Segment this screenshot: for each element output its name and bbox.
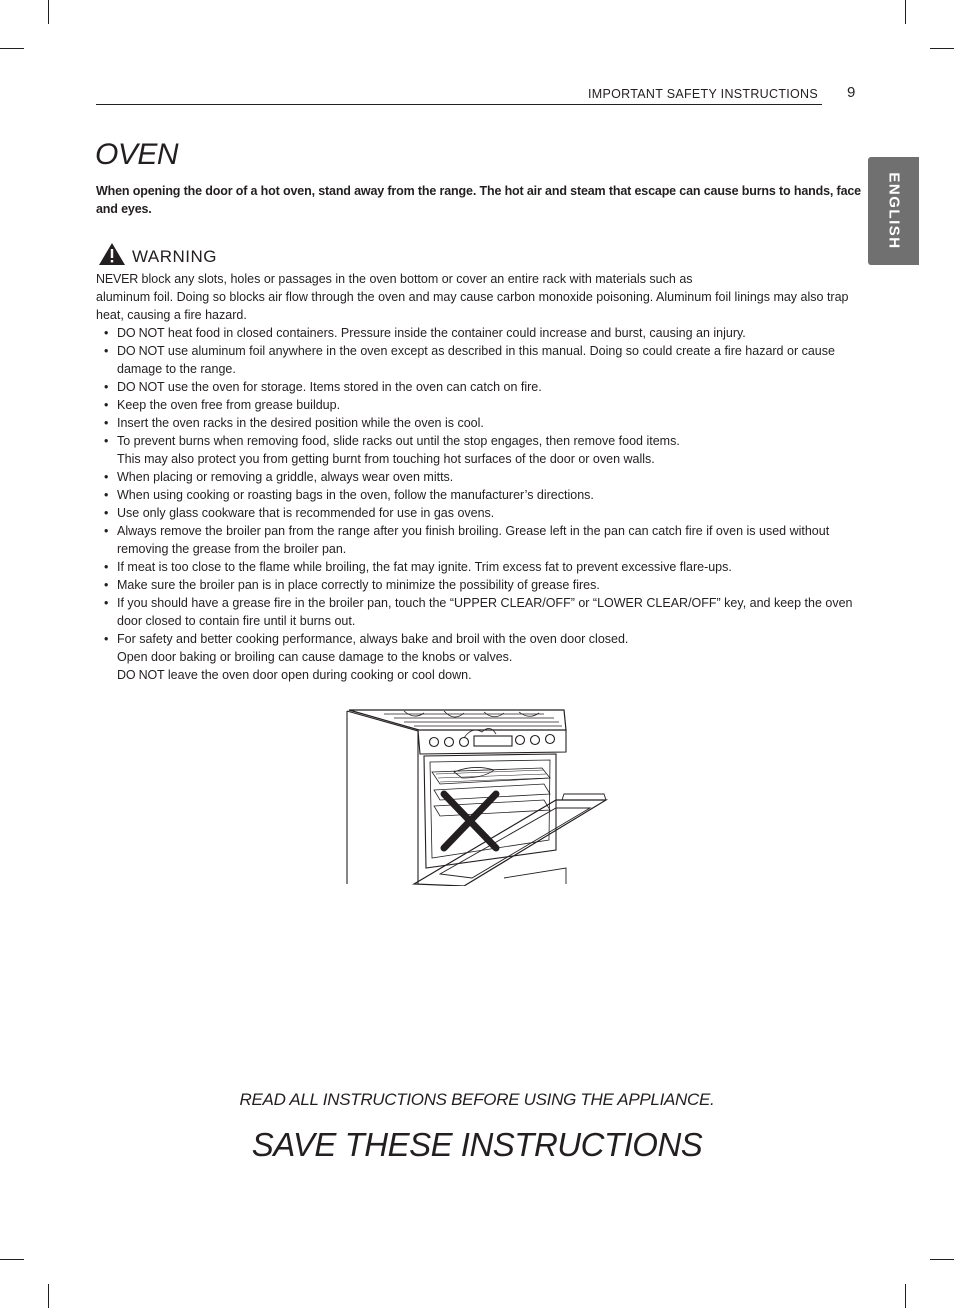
- open-oven-door-prohibited-icon: [344, 708, 614, 886]
- list-item-text: Make sure the broiler pan is in place correctly to minimize the possibility of grease fires.: [117, 578, 600, 592]
- language-tab-label: ENGLISH: [885, 172, 903, 250]
- list-item: [96, 576, 856, 594]
- list-item: [96, 522, 856, 558]
- list-item: [96, 558, 856, 576]
- list-item: [96, 594, 856, 630]
- crop-mark: [0, 1259, 24, 1260]
- warning-lead-continuation: aluminum foil. Doing so blocks air flow through the oven and may cause carbon monoxide poisoning. Aluminum foil linings may also trap heat, causing a fire hazard.: [96, 290, 849, 322]
- crop-mark: [48, 0, 49, 24]
- list-item: [96, 414, 856, 432]
- list-item: [96, 324, 856, 342]
- list-item-text: Insert the oven racks in the desired position while the oven is cool.: [117, 416, 484, 430]
- page-number: 9: [847, 84, 856, 101]
- running-header: IMPORTANT SAFETY INSTRUCTIONS: [588, 87, 819, 101]
- language-tab: [868, 157, 919, 265]
- keyword: DO NOT: [117, 380, 165, 394]
- list-item: [96, 378, 856, 396]
- crop-mark: [905, 1284, 906, 1308]
- list-item-text: Keep the oven free from grease buildup.: [117, 398, 341, 412]
- list-item-text: Use only glass cookware that is recommended for use in gas ovens.: [117, 506, 495, 520]
- list-item-continuation: Open door baking or broiling can cause damage to the knobs or valves.: [117, 650, 513, 664]
- keyword: DO NOT: [117, 326, 165, 340]
- list-item-text: If you should have a grease fire in the broiler pan, touch the “UPPER CLEAR/OFF” or “LOWER CLEAR/OFF” key, and keep the oven door closed to contain fire until it burns out.: [117, 596, 853, 628]
- crop-mark: [930, 1259, 954, 1260]
- crop-mark: [905, 0, 906, 24]
- list-item: [96, 486, 856, 504]
- keyword: DO NOT: [117, 344, 165, 358]
- warning-list: [96, 324, 856, 684]
- list-item-text: use the oven for storage. Items stored in the oven can catch on fire.: [164, 380, 542, 394]
- section-title: OVEN: [95, 138, 179, 171]
- list-item-text: use aluminum foil anywhere in the oven except as described in this manual. Doing so could create a fire hazard or cause damage to the range.: [117, 344, 835, 376]
- crop-mark: [930, 48, 954, 49]
- list-item: [96, 504, 856, 522]
- list-item: [96, 396, 856, 414]
- keyword: NEVER: [96, 272, 139, 286]
- list-item-continuation: [117, 666, 856, 684]
- warning-triangle-icon: [98, 242, 126, 266]
- list-item-text: When placing or removing a griddle, always wear oven mitts.: [117, 470, 454, 484]
- warning-body: [96, 270, 856, 684]
- list-item-text: For safety and better cooking performance, always bake and broil with the oven door closed.: [117, 632, 629, 646]
- list-item-text: Always remove the broiler pan from the range after you finish broiling. Grease left in the pan can catch fire if oven is used without removing the grease from the broiler pan.: [117, 524, 830, 556]
- save-instructions-notice: SAVE THESE INSTRUCTIONS: [251, 1126, 703, 1163]
- header-rule: [96, 104, 822, 105]
- crop-mark: [48, 1284, 49, 1308]
- list-item-text: If meat is too close to the flame while broiling, the fat may ignite. Trim excess fat to prevent excessive flare-ups.: [117, 560, 732, 574]
- warning-lead-text: block any slots, holes or passages in the oven bottom or cover an entire rack with materials such as: [138, 272, 693, 286]
- list-item: [96, 432, 856, 468]
- keyword: DO NOT: [117, 668, 165, 682]
- crop-mark: [0, 48, 24, 49]
- list-item-final-text: leave the oven door open during cooking or cool down.: [164, 668, 472, 682]
- warning-lead: [96, 270, 856, 324]
- warning-label: WARNING: [132, 247, 218, 266]
- list-item: [96, 630, 856, 684]
- list-item: [96, 342, 856, 378]
- list-item-text: To prevent burns when removing food, slide racks out until the stop engages, then remove food items.: [117, 434, 680, 448]
- intro-paragraph: When opening the door of a hot oven, stand away from the range. The hot air and steam that escape can cause burns to hands, face and eyes.: [96, 184, 861, 216]
- list-item-text: heat food in closed containers. Pressure inside the container could increase and burst, causing an injury.: [164, 326, 746, 340]
- list-item: [96, 468, 856, 486]
- read-all-notice: READ ALL INSTRUCTIONS BEFORE USING THE APPLIANCE.: [239, 1090, 715, 1109]
- list-item-text: When using cooking or roasting bags in the oven, follow the manufacturer’s directions.: [117, 488, 594, 502]
- list-item-continuation: This may also protect you from getting burnt from touching hot surfaces of the door or oven walls.: [117, 452, 655, 466]
